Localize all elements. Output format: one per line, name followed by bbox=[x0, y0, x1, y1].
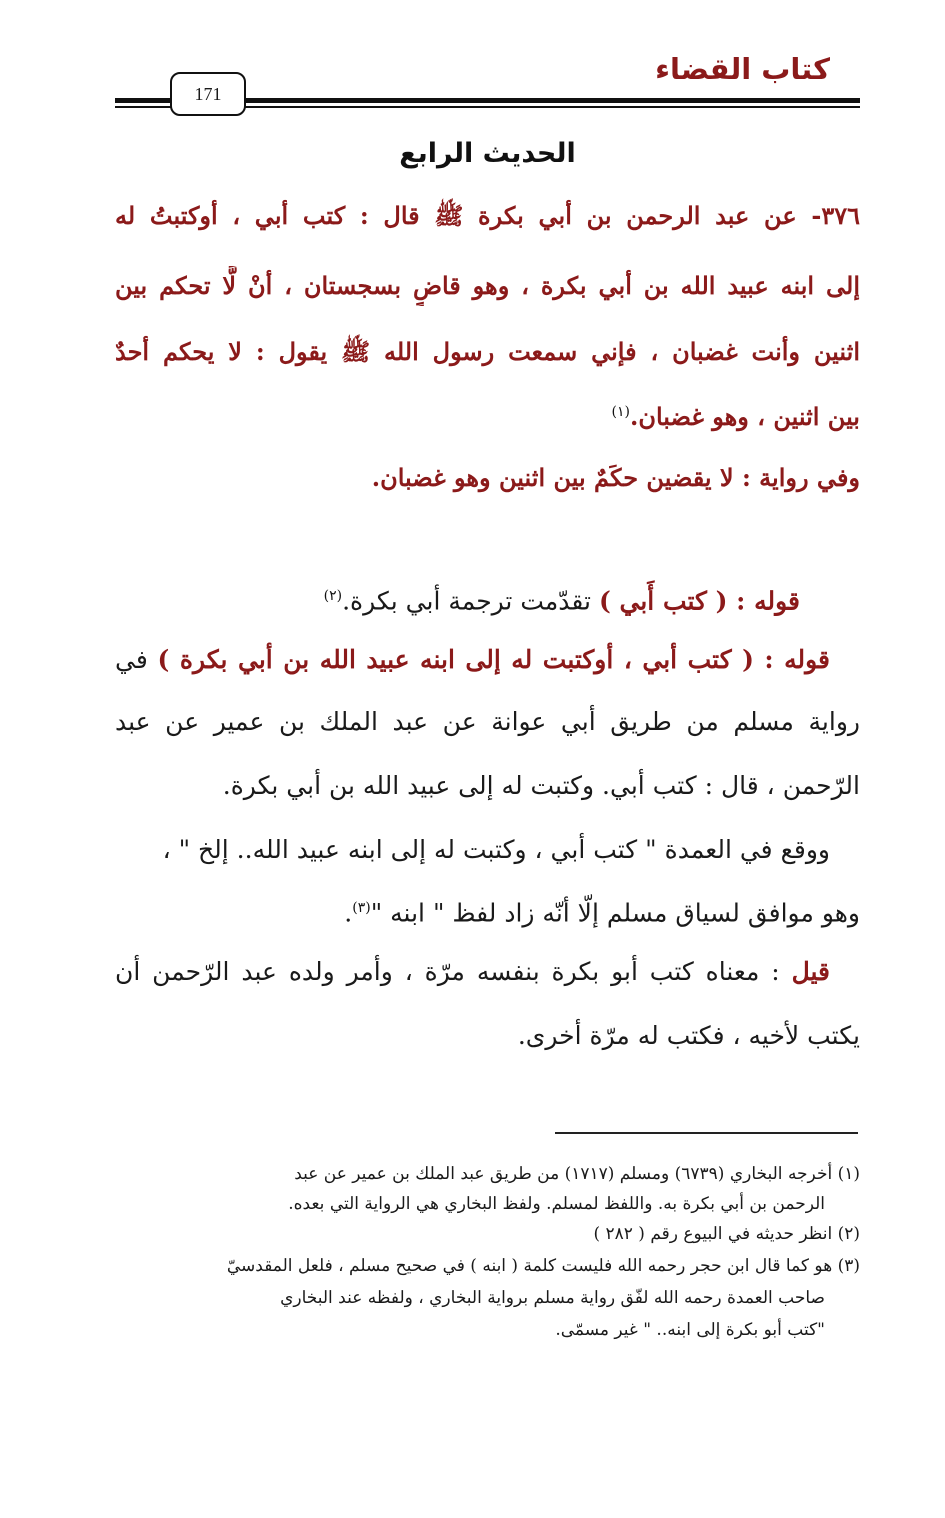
footnote-ref-3[interactable]: (٣) bbox=[352, 900, 371, 916]
page-number: 171 bbox=[170, 72, 246, 116]
para-3-line-2-end: . bbox=[344, 898, 353, 928]
para-4-line-1-text: : معناه كتب أبو بكرة بنفسه مرّة ، وأمر ولده عبد الرّحمن أن bbox=[115, 957, 792, 986]
footnote-1-line-1: (١) أخرجه البخاري (٦٧٣٩) ومسلم (١٧١٧) من طريق عبد الملك بن عمير عن عبد bbox=[294, 1164, 860, 1184]
hadith-line-4-text: بين اثنين ، وهو غضبان. bbox=[629, 402, 860, 431]
footnote-3-line-3: "كتب أبو بكرة إلى ابنه.. " غير مسمّى. bbox=[555, 1320, 825, 1340]
para-2-tail: في bbox=[115, 645, 158, 674]
para-3-line-1-text: ووقع في العمدة " كتب أبي ، وكتبت له إلى ابنه عبيد الله.. إلخ " ، bbox=[162, 835, 830, 864]
footnote-ref-2[interactable]: (٢) bbox=[323, 588, 343, 604]
para-3-line-2-text: وهو موافق لسياق مسلم إلّا أنّه زاد لفظ " ابنه " bbox=[370, 898, 860, 928]
commentary-para-2-line-2: رواية مسلم من طريق أبي عوانة عن عبد الملك بن عمير عن عبد bbox=[115, 707, 860, 736]
hadith-line-2: إلى ابنه عبيد الله بن أبي بكرة ، وهو قاضٍ بسجستان ، أنْ لَّا تحكم بين bbox=[115, 271, 860, 300]
footnote-2: (٢) انظر حديثه في البيوع رقم ( ٢٨٢ ) bbox=[593, 1224, 860, 1244]
book-title: كتاب القضاء bbox=[655, 52, 830, 86]
commentary-para-4-line-1 bbox=[115, 952, 860, 992]
footnote-3-line-2: صاحب العمدة رحمه الله لفّق رواية مسلم برواية البخاري ، ولفظه عند البخاري bbox=[280, 1288, 825, 1308]
para-2-label: قوله : ( كتب أبي ، أوكتبت له إلى ابنه عبيد الله بن أبي بكرة ) bbox=[157, 645, 830, 674]
footnote-ref-1[interactable]: (١) bbox=[611, 404, 630, 420]
section-title: الحديث الرابع bbox=[399, 138, 576, 169]
para-1-text: تقدّمت ترجمة أبي بكرة. bbox=[342, 586, 599, 616]
hadith-line-4 bbox=[115, 392, 860, 437]
riwaya-line: وفي رواية : لا يقضين حكَمٌ بين اثنين وهو غضبان. bbox=[371, 463, 860, 492]
footnote-separator bbox=[555, 1132, 858, 1134]
para-4-label: قيل bbox=[791, 957, 830, 986]
commentary-para-2-line-1 bbox=[115, 640, 860, 680]
footnote-1-line-2: الرحمن بن أبي بكرة به. واللفظ لمسلم. ولفظ البخاري هي الرواية التي بعده. bbox=[288, 1194, 825, 1214]
para-1-label: قوله : ( كتب أَبي ) bbox=[598, 586, 800, 616]
commentary-para-3-line-1 bbox=[115, 830, 860, 870]
commentary-para-3-line-2 bbox=[115, 888, 860, 933]
commentary-para-2-line-3: الرّحمن ، قال : كتب أبي. وكتبت له إلى عبيد الله بن أبي بكرة. bbox=[222, 771, 860, 800]
footnote-3-line-1: (٣) هو كما قال ابن حجر رحمه الله فليست كلمة ( ابنه ) في صحيح مسلم ، فلعل المقدسيّ bbox=[226, 1256, 860, 1276]
commentary-para-1 bbox=[324, 576, 830, 621]
hadith-line-3: اثنين وأنت غضبان ، فإني سمعت رسول الله ﷺ يقول : لا يحكم أحدٌ bbox=[115, 337, 860, 366]
hadith-line-1: ٣٧٦- عن عبد الرحمن بن أبي بكرة ﷺ قال : كتب أبي ، أوكتبتُ له bbox=[115, 201, 860, 230]
commentary-para-4-line-2: يكتب لأخيه ، فكتب له مرّة أخرى. bbox=[517, 1021, 860, 1050]
